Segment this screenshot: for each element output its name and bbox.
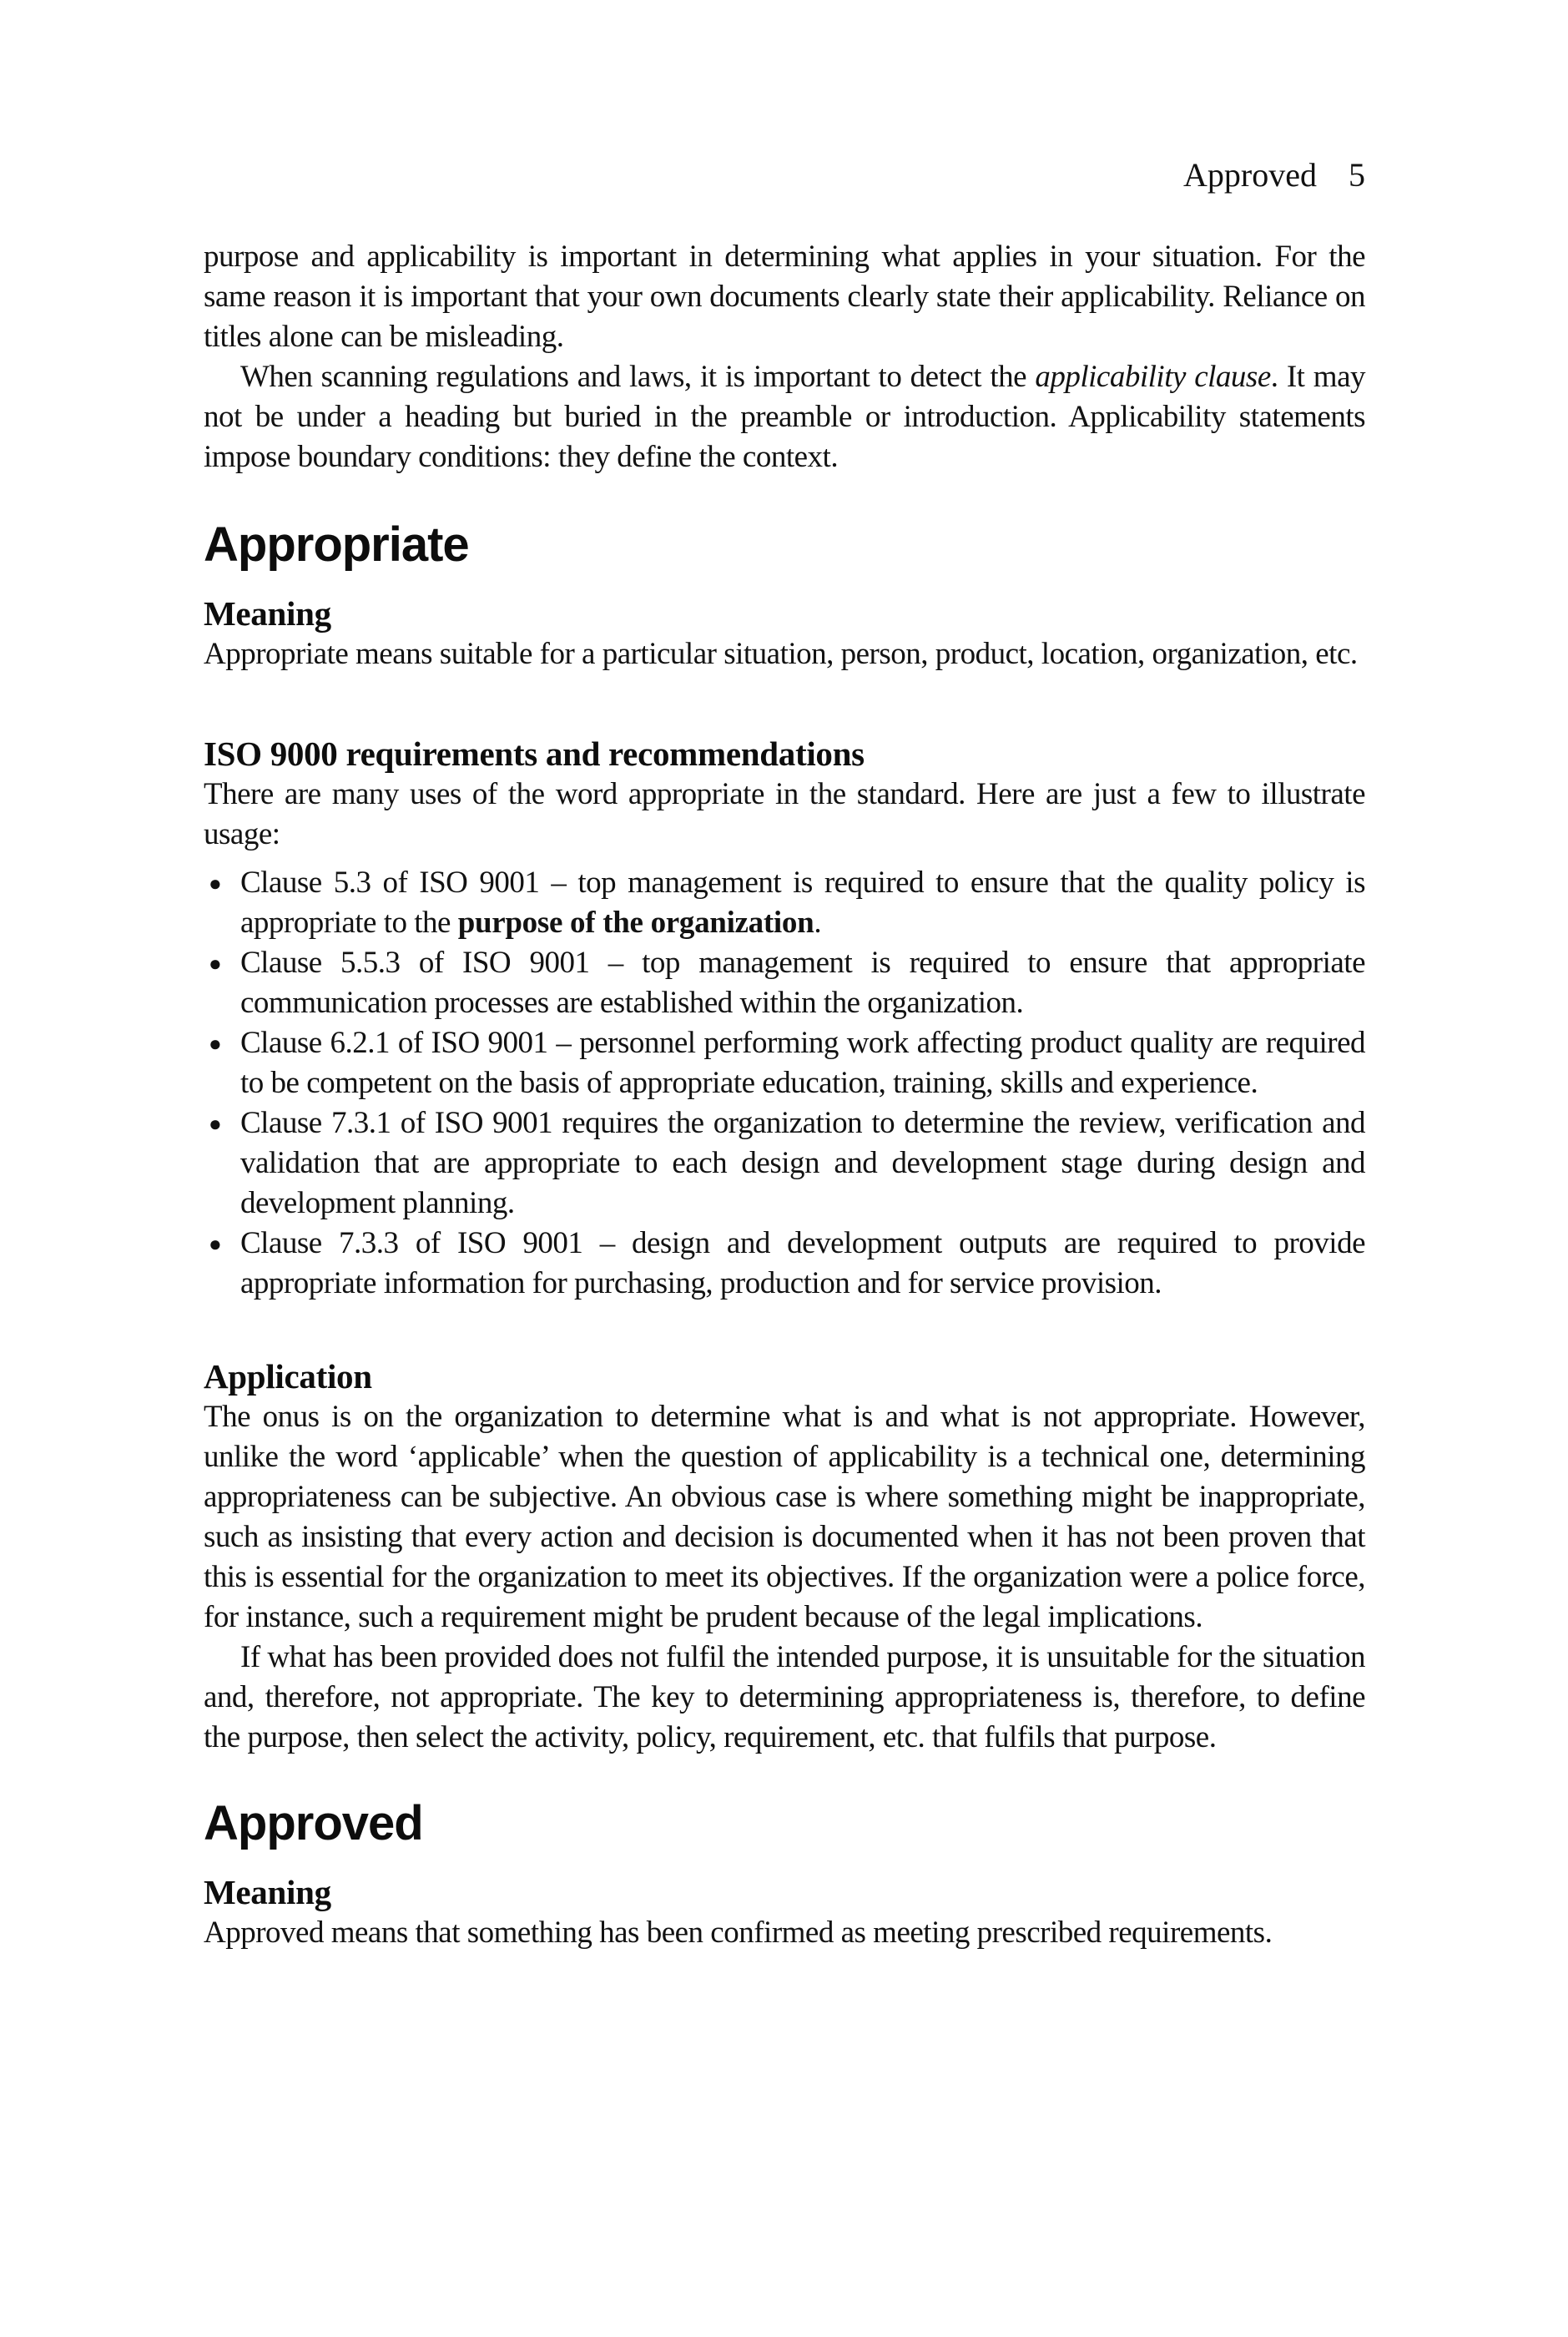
- subheading-application: Application: [204, 1357, 372, 1396]
- bullet-icon: ●: [209, 1232, 222, 1256]
- bullet-icon: ●: [209, 1112, 222, 1136]
- bullet-icon: ●: [209, 871, 222, 896]
- section-title-approved: Approved: [204, 1796, 423, 1850]
- subheading-meaning-appropriate: Meaning: [204, 594, 331, 633]
- intro-paragraph-1-text: purpose and applicability is important in determining what applies in your situation. For the same reason it is important that your own documents clearly state their applicability. Reliance on titles alone can be misleading.: [204, 240, 1365, 354]
- list-item: [204, 863, 1365, 943]
- intro-paragraph-1: [204, 237, 1365, 357]
- page-number: 5: [1349, 156, 1365, 194]
- list-item: [204, 943, 1365, 1023]
- bullet-3-text: Clause 6.2.1 of ISO 9001 – personnel performing work affecting product quality are required to be competent on the basis of appropriate education, training, skills and experience.: [240, 1026, 1365, 1100]
- clause-bullet-list: [204, 863, 1365, 1304]
- meaning-paragraph-appropriate: [204, 634, 1365, 674]
- running-header-title: Approved: [1183, 156, 1317, 194]
- bullet-icon: ●: [209, 951, 222, 976]
- iso-intro-paragraph-text: There are many uses of the word appropriate in the standard. Here are just a few to illustrate usage:: [204, 777, 1365, 851]
- intro-paragraph-2-italic: applicability clause: [1035, 360, 1271, 394]
- bullet-1-post: .: [814, 906, 822, 940]
- application-paragraph-1: [204, 1397, 1365, 1638]
- text-block: [204, 0, 1365, 1953]
- running-header: [204, 0, 1365, 195]
- meaning-paragraph-approved-text: Approved means that something has been confirmed as meeting prescribed requirements.: [204, 1916, 1273, 1950]
- subheading-iso-9000-requirements: ISO 9000 requirements and recommendations: [204, 734, 865, 773]
- list-item: [204, 1023, 1365, 1103]
- bullet-1-text: Clause 5.3 of ISO 9001 – top management is required to ensure that the quality policy is appropriate to the: [240, 866, 1365, 940]
- iso-intro-paragraph: [204, 775, 1365, 855]
- list-item: [204, 1103, 1365, 1224]
- bullet-5-text: Clause 7.3.3 of ISO 9001 – design and development outputs are required to provide appropriate information for purchasing, production and for service provision.: [240, 1226, 1365, 1300]
- bullet-1-bold: purpose of the organization: [457, 906, 814, 940]
- intro-paragraph-2: [204, 357, 1365, 477]
- meaning-paragraph-approved: [204, 1913, 1365, 1953]
- bullet-2-text: Clause 5.5.3 of ISO 9001 – top management is required to ensure that appropriate communication processes are established within the organization.: [240, 946, 1365, 1020]
- meaning-paragraph-appropriate-text: Appropriate means suitable for a particular situation, person, product, location, organization, etc.: [204, 637, 1358, 671]
- list-item: [204, 1224, 1365, 1304]
- application-paragraph-2-text: If what has been provided does not fulfil the intended purpose, it is unsuitable for the situation and, therefore, not appropriate. The key to determining appropriateness is, therefore, to define the purpose, then select the activity, policy, requirement, etc. that fulfils that purpose.: [204, 1640, 1365, 1754]
- intro-paragraph-2-pre: When scanning regulations and laws, it is important to detect the: [240, 360, 1036, 394]
- section-title-appropriate: Appropriate: [204, 517, 469, 572]
- subheading-meaning-approved: Meaning: [204, 1873, 331, 1911]
- bullet-icon: ●: [209, 1032, 222, 1056]
- bullet-4-text: Clause 7.3.1 of ISO 9001 requires the organization to determine the review, verification and validation that are appropriate to each design and development stage during design and development planning.: [240, 1106, 1365, 1220]
- intro-paragraph-2-post: . It may not be under a heading but buried in the preamble or introduction. Applicability statements impose boundary conditions: they define the context.: [204, 360, 1365, 474]
- application-paragraph-1-text: The onus is on the organization to determine what is and what is not appropriate. However, unlike the word ‘applicable’ when the question of applicability is a technical one, determining appropriateness can be subjective. An obvious case is where something might be inappropriate, such as insisting that every action and decision is documented when it has not been proven that this is essential for the organization to meet its objectives. If the organization were a police force, for instance, such a requirement might be prudent because of the legal implications.: [204, 1400, 1365, 1634]
- application-paragraph-2: [204, 1638, 1365, 1758]
